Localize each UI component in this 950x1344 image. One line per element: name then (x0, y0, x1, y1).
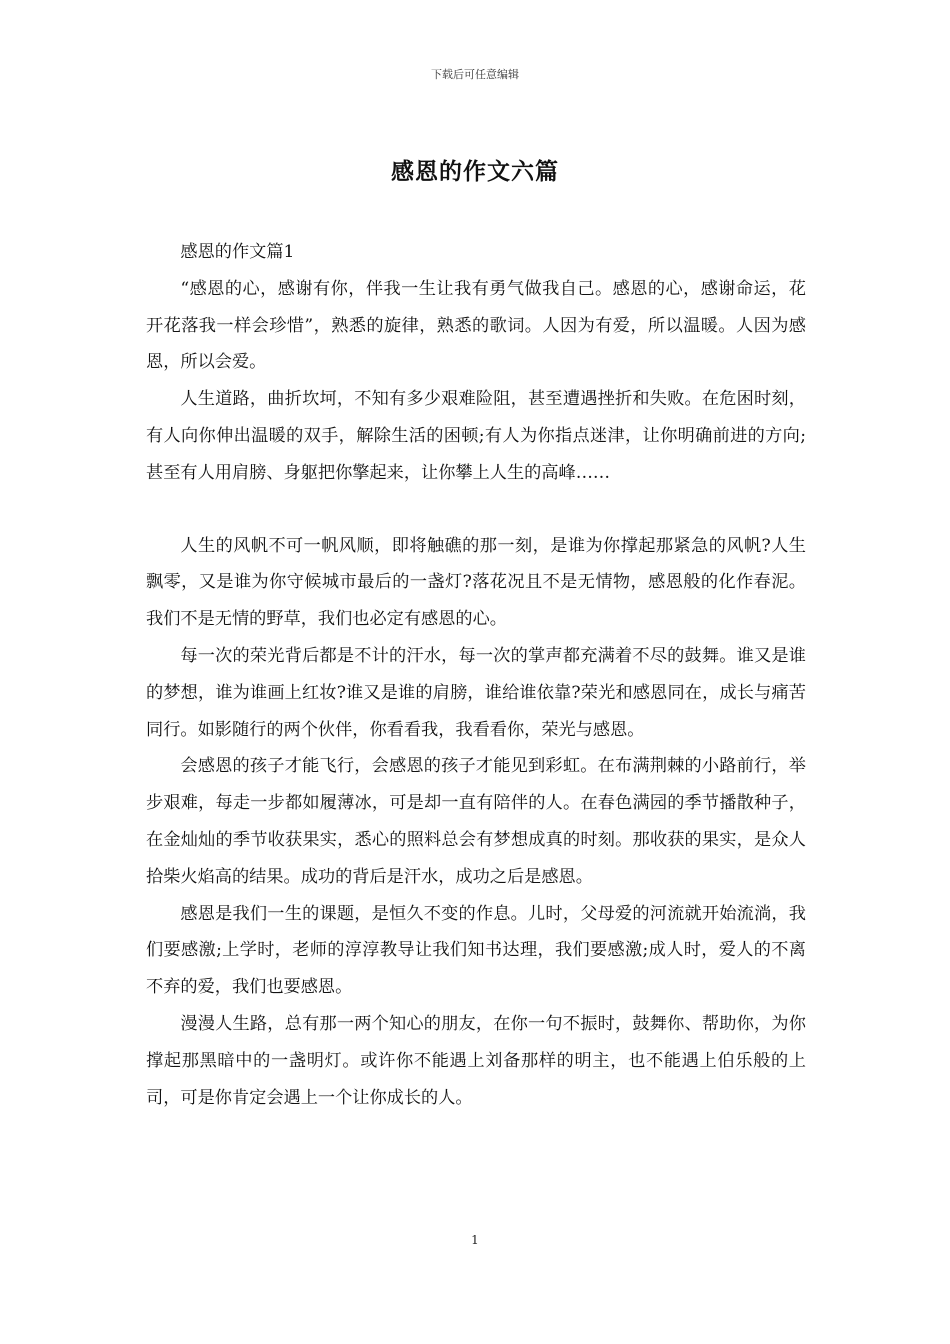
paragraph-gap (146, 492, 806, 528)
paragraph: 会感恩的孩子才能飞行，会感恩的孩子才能见到彩虹。在布满荆棘的小路前行，举步艰难，每走一步都如履薄冰，可是却一直有陪伴的人。在春色满园的季节播散种子，在金灿灿的季节收获果实，悉心的照料总会有梦想成真的时刻。那收获的果实，是众人拾柴火焰高的结果。成功的背后是汗水，成功之后是感恩。 (146, 756, 806, 887)
document-title: 感恩的作文六篇 (391, 158, 559, 185)
paragraph: 感恩是我们一生的课题，是恒久不变的作息。儿时，父母爱的河流就开始流淌，我们要感激;上学时，老师的淳淳教导让我们知书达理，我们要感激;成人时，爱人的不离不弃的爱，我们也要感恩。 (146, 903, 806, 998)
paragraph: 每一次的荣光背后都是不计的汗水，每一次的掌声都充满着不尽的鼓舞。谁又是谁的梦想，谁为谁画上红妆?谁又是谁的肩膀，谁给谁依靠?荣光和感恩同在，成长与痛苦同行。如影随行的两个伙伴，你看看我，我看看你，荣光与感恩。 (146, 645, 806, 740)
page-header: 下载后可任意编辑 (431, 68, 519, 81)
paragraph: “感恩的心，感谢有你，伴我一生让我有勇气做我自己。感恩的心，感谢命运，花开花落我一样会珍惜”，熟悉的旋律，熟悉的歌词。人因为有爱，所以温暖。人因为感恩，所以会爱。 (146, 278, 806, 373)
paragraph: 人生道路，曲折坎坷，不知有多少艰难险阻，甚至遭遇挫折和失败。在危困时刻，有人向你伸出温暖的双手，解除生活的困顿;有人为你指点迷津，让你明确前进的方向;甚至有人用肩膀、身躯把你擎起来，让你攀上人生的高峰…… (146, 389, 806, 483)
paragraph: 漫漫人生路，总有那一两个知心的朋友，在你一句不振时，鼓舞你、帮助你，为你撑起那黑暗中的一盏明灯。或许你不能遇上刘备那样的明主，也不能遇上伯乐般的上司，可是你肯定会遇上一个让你成长的人。 (146, 1013, 806, 1108)
paragraph: 人生的风帆不可一帆风顺，即将触礁的那一刻，是谁为你撑起那紧急的风帆?人生飘零，又是谁为你守候城市最后的一盏灯?落花况且不是无情物，感恩般的化作春泥。我们不是无情的野草，我们也必定有感恩的心。 (146, 535, 806, 630)
document-body (146, 234, 806, 1116)
section-heading: 感恩的作文篇1 (180, 242, 295, 262)
page-number: 1 (471, 1233, 479, 1247)
